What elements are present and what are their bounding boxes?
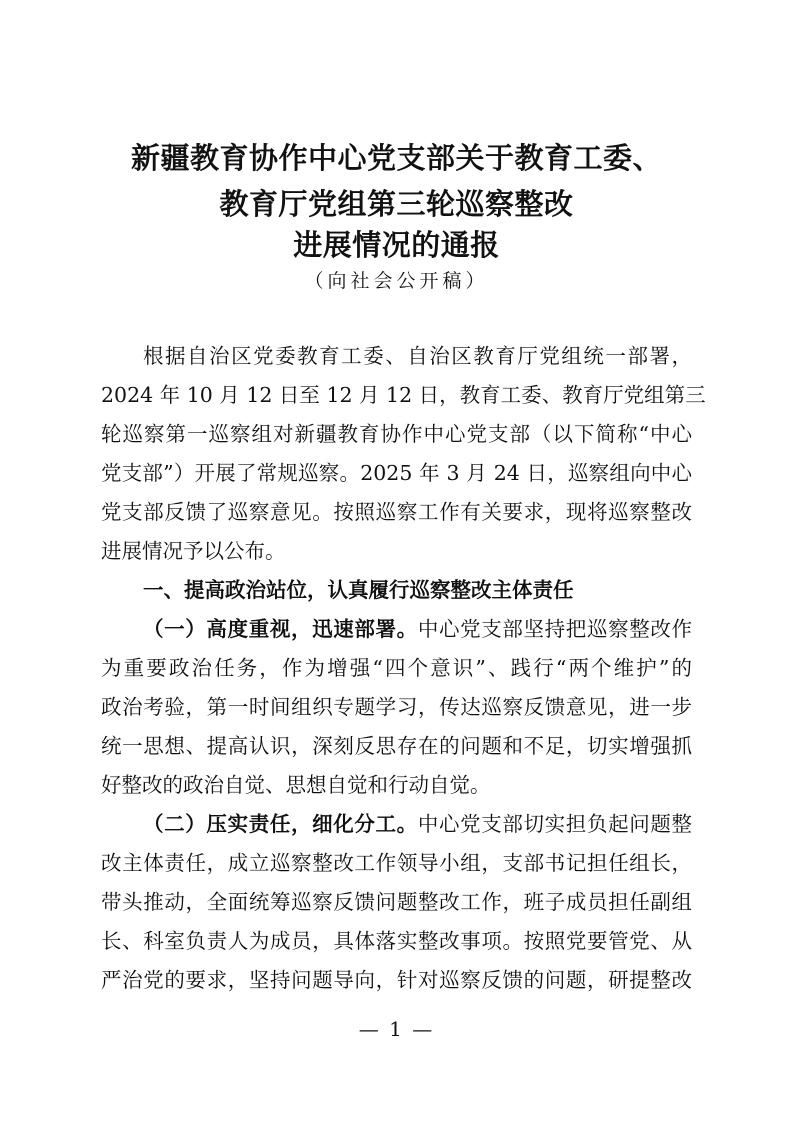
- paragraph-2-line: 长、科室负责人为成员，具体落实整改事项。按照党要管党、从: [101, 929, 692, 953]
- paragraph-2-line: 严治党的要求，坚持问题导向，针对巡察反馈的问题，研提整改: [101, 968, 692, 992]
- document-title-line-3: 进展情况的通报: [293, 228, 500, 262]
- paragraph-2-lead: （二）压实责任，细化分工。: [143, 812, 418, 836]
- paragraph-1-line: 政治考验，第一时间组织专题学习，传达巡察反馈意见，进一步: [101, 695, 692, 719]
- document-title-line-1: 新疆教育协作中心党支部关于教育工委、: [130, 141, 662, 175]
- document-subtitle: （向社会公开稿）: [304, 270, 489, 292]
- intro-line: 根据自治区党委教育工委、自治区教育厅党组统一部署，: [143, 344, 692, 368]
- section-heading: 一、提高政治站位，认真履行巡察整改主体责任: [143, 578, 574, 602]
- paragraph-1-line: 为重要政治任务，作为增强“四个意识”、践行“两个维护”的: [101, 656, 692, 680]
- paragraph-1-first-line: [143, 614, 692, 644]
- page-number: — 1 —: [358, 1017, 435, 1041]
- paragraph-2-line-rest: 中心党支部切实担负起问题整: [417, 812, 693, 836]
- paragraph-1-line: 统一思想、提高认识，深刻反思存在的问题和不足，切实增强抓: [101, 734, 692, 758]
- intro-line: 轮巡察第一巡察组对新疆教育协作中心党支部（以下简称“中心: [101, 422, 692, 446]
- intro-line: 进展情况予以公布。: [101, 539, 286, 563]
- document-title-line-2: 教育厅党组第三轮巡察整改: [219, 187, 574, 221]
- paragraph-2-line: 改主体责任，成立巡察整改工作领导小组，支部书记担任组长，: [101, 851, 692, 875]
- intro-line: 党支部”）开展了常规巡察。2025 年 3 月 24 日，巡察组向中心: [101, 461, 692, 485]
- paragraph-1-lead: （一）高度重视，迅速部署。: [143, 617, 418, 641]
- paragraph-2-first-line: [143, 809, 692, 839]
- paragraph-1-line: 好整改的政治自觉、思想自觉和行动自觉。: [101, 773, 491, 797]
- paragraph-1-line-rest: 中心党支部坚持把巡察整改作: [417, 617, 693, 641]
- intro-line: 党支部反馈了巡察意见。按照巡察工作有关要求，现将巡察整改: [101, 500, 692, 524]
- paragraph-2-line: 带头推动，全面统筹巡察反馈问题整改工作，班子成员担任副组: [101, 890, 692, 914]
- intro-line: 2024 年 10 月 12 日至 12 月 12 日，教育工委、教育厅党组第三: [101, 383, 706, 407]
